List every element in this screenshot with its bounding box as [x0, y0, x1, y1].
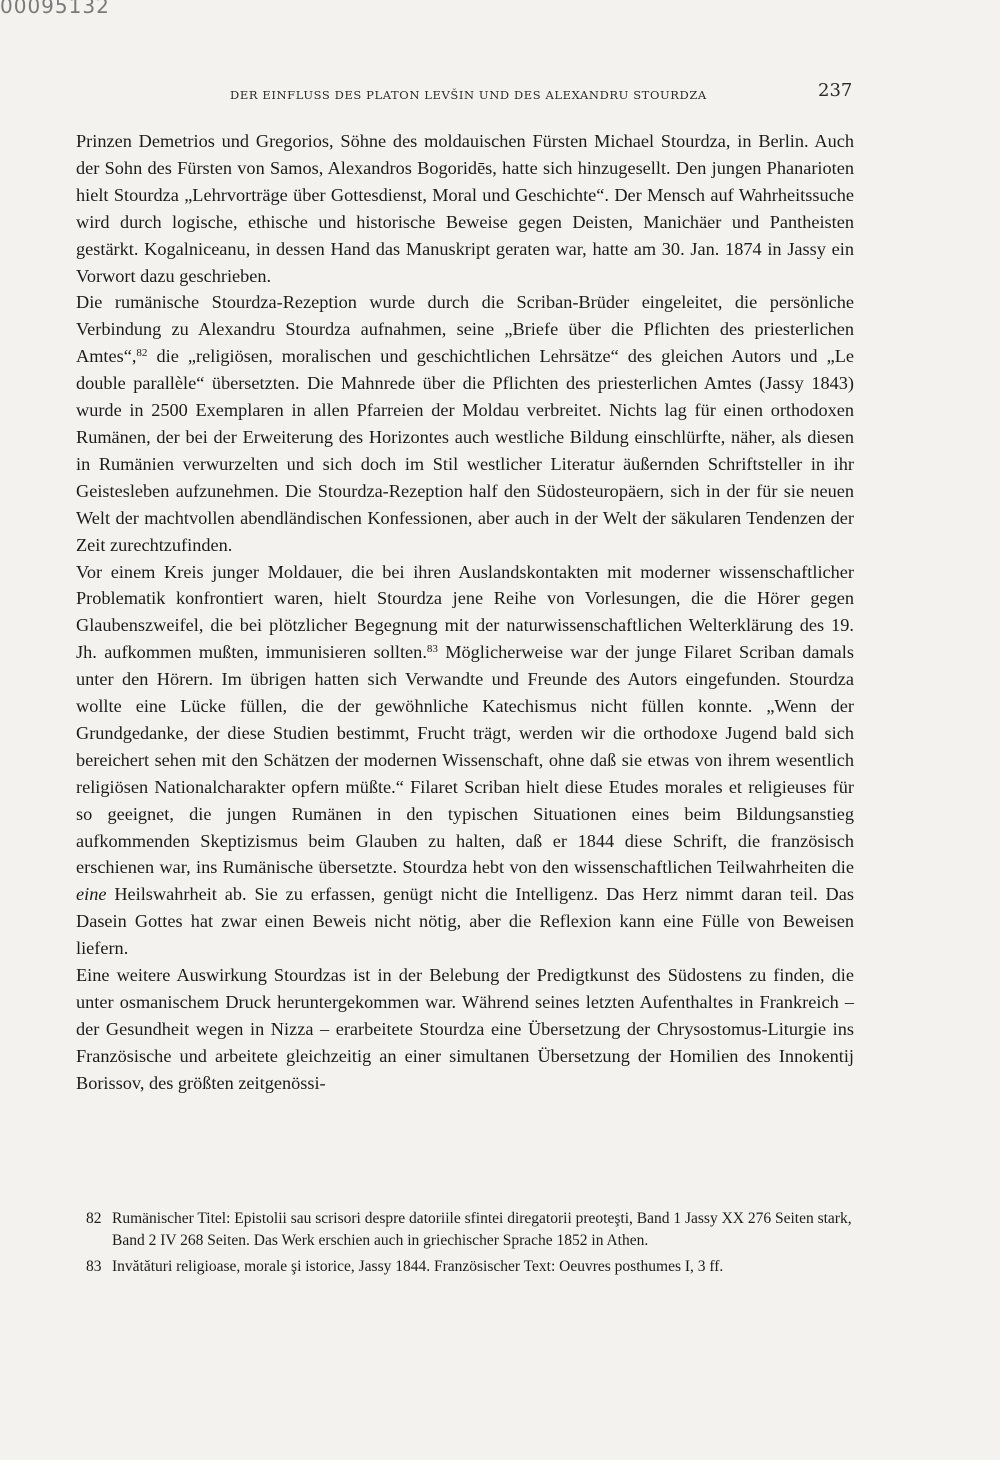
running-head: DER EINFLUSS DES PLATON LEVŠIN UND DES ALEXANDRU STOURDZA [230, 88, 707, 102]
paragraph-text: Heilswahrheit ab. Sie zu erfassen, genügt nicht die Intelligenz. Das Herz nimmt daran teil. Das Dasein Gottes hat zwar einen Beweis nicht nötig, aber die Reflexion kann eine Fülle von Beweisen liefern. [76, 884, 854, 959]
footnote-reference[interactable]: 83 [426, 643, 438, 656]
footnote-number: 83 [86, 1258, 102, 1275]
paragraph-text: die „religiösen, moralischen und geschichtlichen Lehrsätze“ des gleichen Autors und „Le double parallèle“ übersetzten. Die Mahnrede über die Pflichten des priesterlichen Amtes (Jassy 1843) wurde in 2500 Exemplaren in allen Pfarreien der Moldau verbreitet. Nichts lag für einen orthodoxen Rumänen, der bei der Erweiterung des Horizontes auch westliche Bildung einschlürfte, näher, als diesen in Rumänien verwurzelten und sich doch im Stil westlicher Literatur äußernden Schriftsteller in ihr Geistesleben aufzunehmen. Die Stourdza-Rezeption half den Südosteuropäern, sich in der für sie neuen Welt der machtvollen abendländischen Konfessionen, aber auch in der Welt der säkularen Tendenzen der Zeit zurechtzufinden. [76, 346, 854, 555]
paragraph [76, 289, 854, 558]
footnotes [86, 1208, 866, 1282]
footnote-reference[interactable]: 82 [136, 347, 148, 360]
paragraph [76, 559, 854, 963]
footnote-text: Rumänischer Titel: Epistolii sau scrisori despre datoriile sfintei diregatorii preoteşti, Band 1 Jassy XX 276 Seiten stark, Band 2 IV 268 Seiten. Das Werk erschien auch in griechischer Sprache 1852 in Athen. [112, 1210, 852, 1249]
body-text [76, 128, 854, 1097]
footnote [86, 1208, 866, 1252]
page-number: 237 [818, 80, 853, 101]
paragraph [76, 128, 854, 289]
paragraph-text: Prinzen Demetrios und Gregorios, Söhne des moldauischen Fürsten Michael Stourdza, in Berlin. Auch der Sohn des Fürsten von Samos, Alexandros Bogoridēs, hatte sich hinzugesellt. Den jungen Phanarioten hielt Stourdza „Lehrvorträge über Gottesdienst, Moral und Geschichte“. Der Mensch auf Wahrheitssuche wird durch logische, ethische und historische Beweise gegen Deisten, Manichäer und Pantheisten gestärkt. Kogalniceanu, in dessen Hand das Manuskript geraten war, hatte am 30. Jan. 1874 in Jassy ein Vorwort dazu geschrieben. [76, 131, 854, 286]
paragraph-text: Vor einem Kreis junger Moldauer, die bei ihren Auslandskontakten mit moderner wissenschaftlicher Problematik konfrontiert waren, hielt Stourdza jene Reihe von Vorlesungen, die die Hörer gegen Glaubenszweifel, die bei plötzlicher Begegnung mit der naturwissenschaftlichen Welterklärung des 19. Jh. aufkommen mußten, immunisieren sollten. [76, 561, 854, 663]
paragraph-text: Möglicherweise war der junge Filaret Scriban damals unter den Hörern. Im übrigen hatten sich Verwandte und Freunde des Autors eingefunden. Stourdza wollte eine Lücke füllen, die der gewöhnliche Katechismus nicht füllen konnte. „Wenn der Grundgedanke, der diese Studien bestimmt, Frucht trägt, werden wir die orthodoxe Jugend bald sich bereichert sehen mit den Schätzen der modernen Wissenschaft, ohne daß sie etwas von ihrem wesentlich religiösen Nationalcharakter opfern müßte.“ Filaret Scriban hielt diese Etudes morales et religieuses für so geeignet, die jungen Rumänen in den typischen Situationen eines beim Bildungsanstieg aufkommenden Skeptizismus beim Glauben zu halten, daß er 1844 diese Schrift, die französisch erschienen war, ins Rumänische übersetzte. Stourdza hebt von den wissenschaftlichen Teilwahrheiten die [76, 642, 854, 878]
footnote [86, 1256, 866, 1278]
paragraph-text: Die rumänische Stourdza-Rezeption wurde durch die Scriban-Brüder eingeleitet, die persönliche Verbindung zu Alexandru Stourdza aufnahmen, seine „Briefe über die Pflichten des priesterlichen Amtes“, [76, 292, 854, 367]
footnote-text: Invătături religioase, morale şi istorice, Jassy 1844. Französischer Text: Oeuvres posthumes I, 3 ff. [112, 1258, 724, 1275]
paragraph [76, 962, 854, 1097]
emphasized-word: eine [76, 884, 107, 905]
paragraph-text: Eine weitere Auswirkung Stourdzas ist in der Belebung der Predigtkunst des Südostens zu finden, die unter osmanischem Druck heruntergekommen war. Während seines letzten Aufenthaltes in Frankreich – der Gesundheit wegen in Nizza – erarbeitete Stourdza eine Übersetzung der Chrysostomus-Liturgie ins Französische und arbeitete gleichzeitig an einer simultanen Übersetzung der Homilien des Innokentij Borissov, des größten zeitgenössi- [76, 965, 854, 1093]
footnote-number: 82 [86, 1210, 102, 1227]
scan-id-stamp: 00095132 [0, 0, 110, 18]
